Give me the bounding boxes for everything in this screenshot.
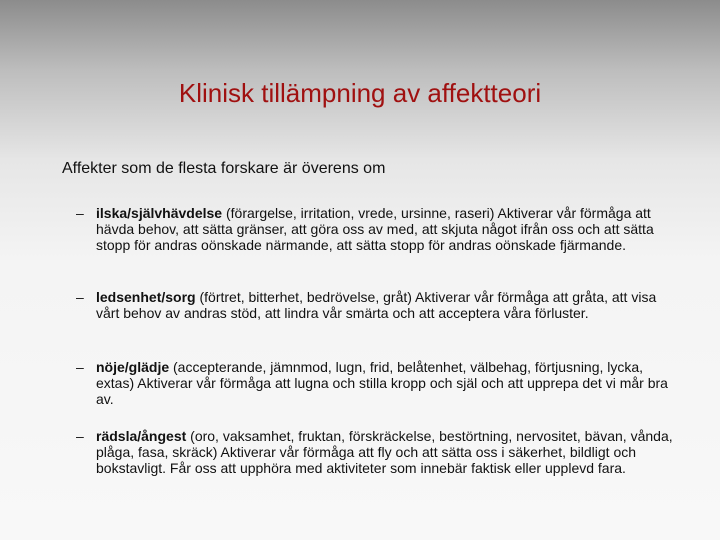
bullet-text: (accepterande, jämnmod, lugn, frid, belåtenhet, välbehag, förtjusning, lycka, extas) Aktiverar vår förmåga att lugna och stilla kropp och själ och att upprepa det vi mår bra av. xyxy=(96,359,668,407)
bullet-term: rädsla/ångest xyxy=(96,428,187,444)
bullet-term: nöje/glädje xyxy=(96,359,170,375)
bullet-term: ledsenhet/sorg xyxy=(96,289,196,305)
bullet-dash: – xyxy=(76,428,84,444)
bullet-term: ilska/självhävdelse xyxy=(96,205,223,221)
bullet-item xyxy=(76,359,676,407)
bullet-item xyxy=(76,289,676,321)
bullet-text: (förtret, bitterhet, bedrövelse, gråt) Aktiverar vår förmåga att gråta, att visa vårt behov av andras stöd, att lindra vår smärta och att acceptera våra förluster. xyxy=(96,289,657,321)
bullet-text: (förargelse, irritation, vrede, ursinne, raseri) Aktiverar vår förmåga att hävda behov, att sätta gränser, att göra oss av med, att skjuta något ifrån oss och att sätta stopp för andras oönskade närmande, att sätta stopp för andras oönskade fjärmande. xyxy=(96,205,654,253)
intro-text: Affekter som de flesta forskare är överens om xyxy=(62,160,386,177)
bullet-dash: – xyxy=(76,205,84,221)
bullet-item xyxy=(76,205,676,253)
slide-title: Klinisk tillämpning av affektteori xyxy=(178,78,542,108)
bullet-dash: – xyxy=(76,289,84,305)
bullet-text: (oro, vaksamhet, fruktan, förskräckelse, bestörtning, nervositet, bävan, vånda, plåga, fasa, skräck) Aktiverar vår förmåga att fly och att sätta oss i säkerhet, bildligt och bokstavligt. Får oss att upphöra med aktiviteter som innebär faktisk eller upplevd fara. xyxy=(96,428,673,476)
bullet-dash: – xyxy=(76,359,84,375)
bullet-item xyxy=(76,428,676,476)
